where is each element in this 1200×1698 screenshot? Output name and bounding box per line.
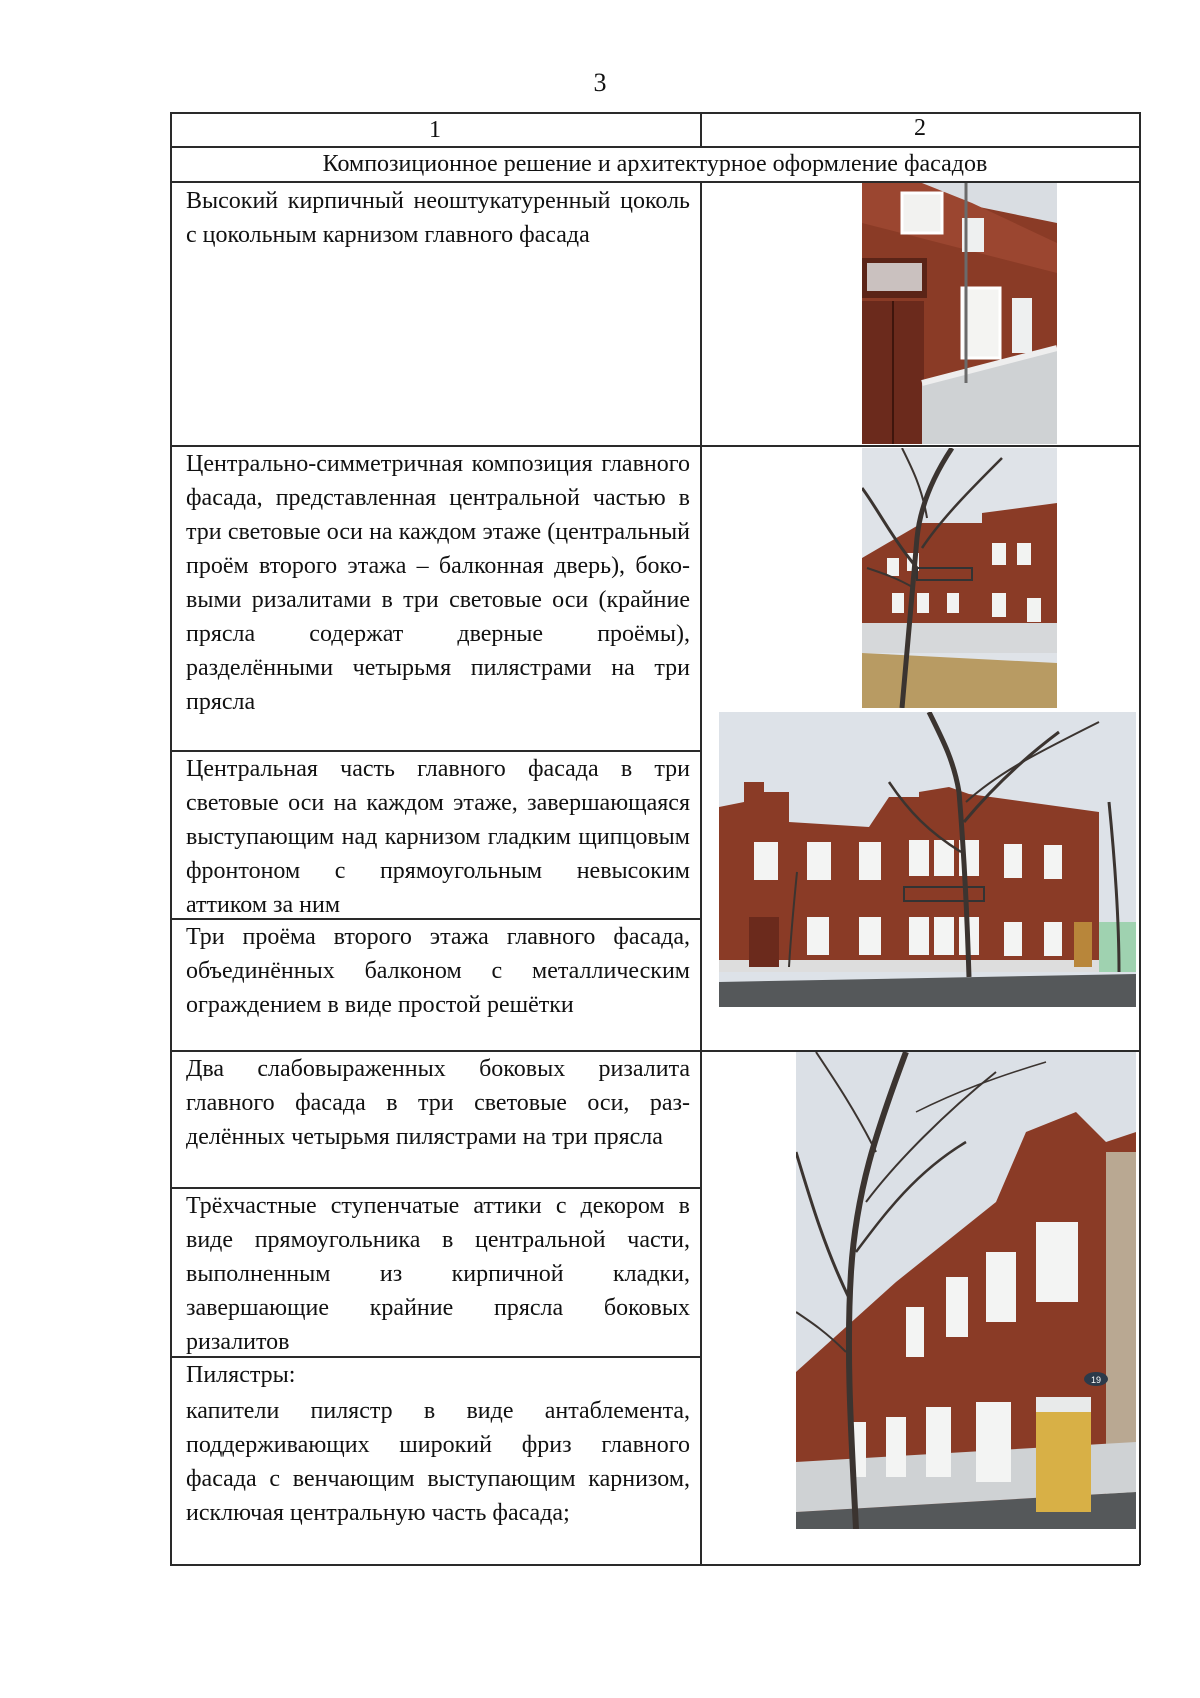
photo-plinth [862, 183, 1057, 444]
row-5-paragraph: Два слабовыраженных боковых ризалита главного фасада в три световые оси, разделённых четырьмя пилястрами на три прясла [186, 1056, 690, 1150]
row-4-text [186, 920, 690, 1022]
column-header-2: 2 [914, 115, 926, 141]
row-4-paragraph: Три проёма второго этажа главного фасада, объединённых балконом с металлическим ограждением в виде простой решётки [186, 924, 690, 1018]
row-2-paragraph: Центрально-симметричная композиция главного фасада, представленная центральной частью в три световые оси на каждом этаже (центральный проём второго этажа – балконная дверь), боковыми ризалитами в три световые оси (крайние прясла содержат дверные проёмы), разделёнными четырьмя пилястрами на три прясла [186, 451, 690, 715]
row-7-paragraph: капители пилястр в виде антаблемента, поддерживающих широкий фриз главного фасада с венчающим выступающим карнизом, исключая центральную часть фасада; [186, 1398, 690, 1526]
section-title: Композиционное решение и архитектурное оформление фасадов [322, 151, 988, 177]
building-side-risalit-photo-icon [796, 1052, 1136, 1529]
building-facade-tree-photo-icon [862, 448, 1057, 708]
row-1-paragraph: Высокий кирпичный неоштукатуренный цоколь с цокольным карнизом главного фасада [186, 188, 690, 248]
row-7-heading: Пилястры: [186, 1362, 296, 1388]
photo-side-risalit [796, 1052, 1136, 1529]
row-6-text [186, 1189, 690, 1359]
photo-facade-tree [862, 448, 1057, 708]
row-3-paragraph: Центральная часть главного фасада в три световые оси на каждом этаже, завершающаяся выступающим над карнизом гладким щипцовым фронтоном с прямоугольным невысоким аттиком за ним [186, 756, 690, 918]
column-header-1: 1 [429, 117, 441, 143]
row-3-text [186, 752, 690, 922]
row-6-paragraph: Трёхчастные ступенчатые аттики с декором в виде прямоугольника в центральной части, выполненным из кирпичной кладки, завершающие крайние прясла боковых ризалитов [186, 1193, 690, 1355]
photo-full-facade [719, 712, 1136, 1007]
row-7-text [186, 1358, 690, 1530]
row-1-text [186, 184, 690, 252]
row-5-text [186, 1052, 690, 1154]
house-number-plate: 19 [1090, 1375, 1102, 1385]
row-2-text [186, 447, 690, 719]
building-full-facade-photo-icon [719, 712, 1136, 1007]
page-number: 3 [593, 68, 607, 97]
building-plinth-photo-icon [862, 183, 1057, 444]
